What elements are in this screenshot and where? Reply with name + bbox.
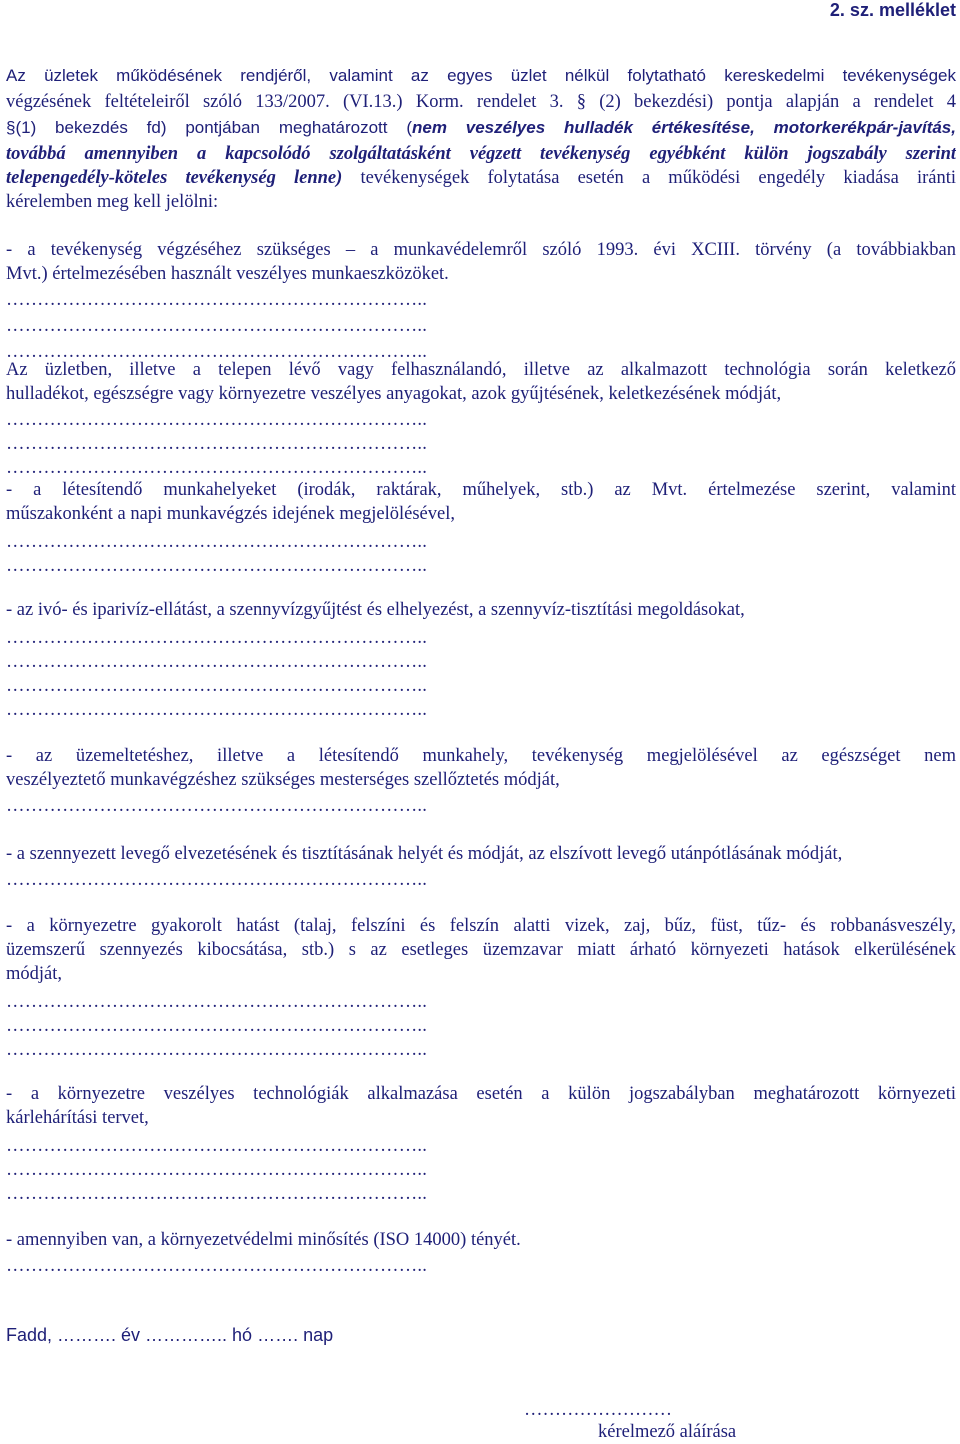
fill-line[interactable]: ………………………………………………………….. <box>6 434 428 454</box>
item-8-line-1: - a környezetre veszélyes technológiák alkalmazása esetén a külön jogszabályban meghatározott környezeti <box>6 1084 956 1104</box>
fill-line[interactable]: ………………………………………………………….. <box>6 652 428 672</box>
fill-line[interactable]: ………………………………………………………….. <box>6 1016 428 1036</box>
intro-line-3-text: §(1) bekezdés fd) pontjában meghatározott ( <box>6 118 412 137</box>
fill-line[interactable]: ………………………………………………………….. <box>6 342 428 362</box>
fill-line[interactable]: ………………………………………………………….. <box>6 556 428 576</box>
fill-line[interactable]: ………………………………………………………….. <box>6 992 428 1012</box>
fill-line[interactable]: ………………………………………………………….. <box>6 458 428 478</box>
intro-line-5-text: tevékenységek folytatása esetén a működési engedély kiadása iránti <box>342 168 956 188</box>
fill-line[interactable]: ………………………………………………………….. <box>6 796 428 816</box>
fill-line[interactable]: ………………………………………………………….. <box>6 290 428 310</box>
item-7-line-1: - a környezetre gyakorolt hatást (talaj, felszíni és felszín alatti vizek, zaj, bűz, füst, tűz- és robbanásveszély, <box>6 916 956 936</box>
fill-line[interactable]: ………………………………………………………….. <box>6 1136 428 1156</box>
intro-line-4-emphasis: továbbá amennyiben a kapcsolódó szolgáltatásként végzett tevékenység egyébként külön jogszabály szerint <box>6 144 956 164</box>
fill-line[interactable]: ………………………………………………………….. <box>6 1256 428 1276</box>
fill-line[interactable]: ………………………………………………………….. <box>6 1184 428 1204</box>
page-title: 2. sz. melléklet <box>829 0 956 20</box>
item-2-line-1: Az üzletben, illetve a telepen lévő vagy felhasználandó, illetve az alkalmazott technológia során keletkező <box>6 360 956 380</box>
fill-line[interactable]: ………………………………………………………….. <box>6 1040 428 1060</box>
intro-line-6: kérelemben meg kell jelölni: <box>6 192 219 212</box>
item-2-line-2: hulladékot, egészségre vagy környezetre veszélyes anyagokat, azok gyűjtésének, keletkezésének módját, <box>6 384 782 404</box>
item-5-line-1: - az üzemeltetéshez, illetve a létesítendő munkahely, tevékenység megjelölésével az egészséget nem <box>6 746 956 766</box>
item-7-line-3: módját, <box>6 964 63 984</box>
item-6-line-1: - a szennyezett levegő elvezetésének és tisztításának helyét és módját, az elszívott levegő utánpótlásának módját, <box>6 844 843 864</box>
item-8-line-2: kárlehárítási tervet, <box>6 1108 149 1128</box>
item-7-line-2: üzemszerű szennyezés kibocsátása, stb.) s az esetleges üzemzavar miatt árható környezeti hatások elkerülésének <box>6 940 956 960</box>
fill-line[interactable]: ………………………………………………………….. <box>6 1160 428 1180</box>
intro-line-1: Az üzletek működésének rendjéről, valamint az egyes üzlet nélkül folytatható kereskedelmi tevékenységek <box>6 66 956 85</box>
fill-line[interactable]: ………………………………………………………….. <box>6 870 428 890</box>
item-4-line-1: - az ivó- és iparivíz-ellátást, a szennyvízgyűjtést és elhelyezést, a szennyvíz-tisztítási megoldásokat, <box>6 600 745 620</box>
fill-line[interactable]: ………………………………………………………….. <box>6 410 428 430</box>
fill-line[interactable]: ………………………………………………………….. <box>6 676 428 696</box>
signature-line[interactable]: …………………… <box>524 1400 672 1420</box>
intro-line-5 <box>6 166 956 190</box>
intro-line-4 <box>6 142 956 166</box>
signature-label: kérelmező aláírása <box>598 1422 737 1442</box>
item-3-line-2: műszakonként a napi munkavégzés idejének megjelölésével, <box>6 504 455 524</box>
intro-line-2: végzésének feltételeiről szóló 133/2007. (VI.13.) Korm. rendelet 3. § (2) bekezdési) pontja alapján a rendelet 4 <box>6 92 956 112</box>
fill-line[interactable]: ………………………………………………………….. <box>6 532 428 552</box>
intro-line-3-emphasis: nem veszélyes hulladék értékesítése, motorkerékpár-javítás, <box>411 118 956 137</box>
item-9-line-1: - amennyiben van, a környezetvédelmi minősítés (ISO 14000) tényét. <box>6 1230 521 1250</box>
fill-line[interactable]: ………………………………………………………….. <box>6 316 428 336</box>
intro-line-3 <box>6 116 956 140</box>
date-line[interactable]: Fadd, ………. év ………….. hó ……. nap <box>6 1325 334 1345</box>
item-5-line-2: veszélyeztető munkavégzéshez szükséges mesterséges szellőztetés módját, <box>6 770 560 790</box>
fill-line[interactable]: ………………………………………………………….. <box>6 628 428 648</box>
fill-line[interactable]: ………………………………………………………….. <box>6 700 428 720</box>
item-1-line-1: - a tevékenység végzéséhez szükséges – a munkavédelemről szóló 1993. évi XCIII. törvény (a továbbiakban <box>6 240 956 260</box>
item-1-line-2: Mvt.) értelmezésében használt veszélyes munkaeszközöket. <box>6 264 449 284</box>
item-3-line-1: - a létesítendő munkahelyeket (irodák, raktárak, műhelyek, stb.) az Mvt. értelmezése szerint, valamint <box>6 480 956 500</box>
intro-line-5-emphasis: telepengedély-köteles tevékenység lenne) <box>6 168 343 188</box>
